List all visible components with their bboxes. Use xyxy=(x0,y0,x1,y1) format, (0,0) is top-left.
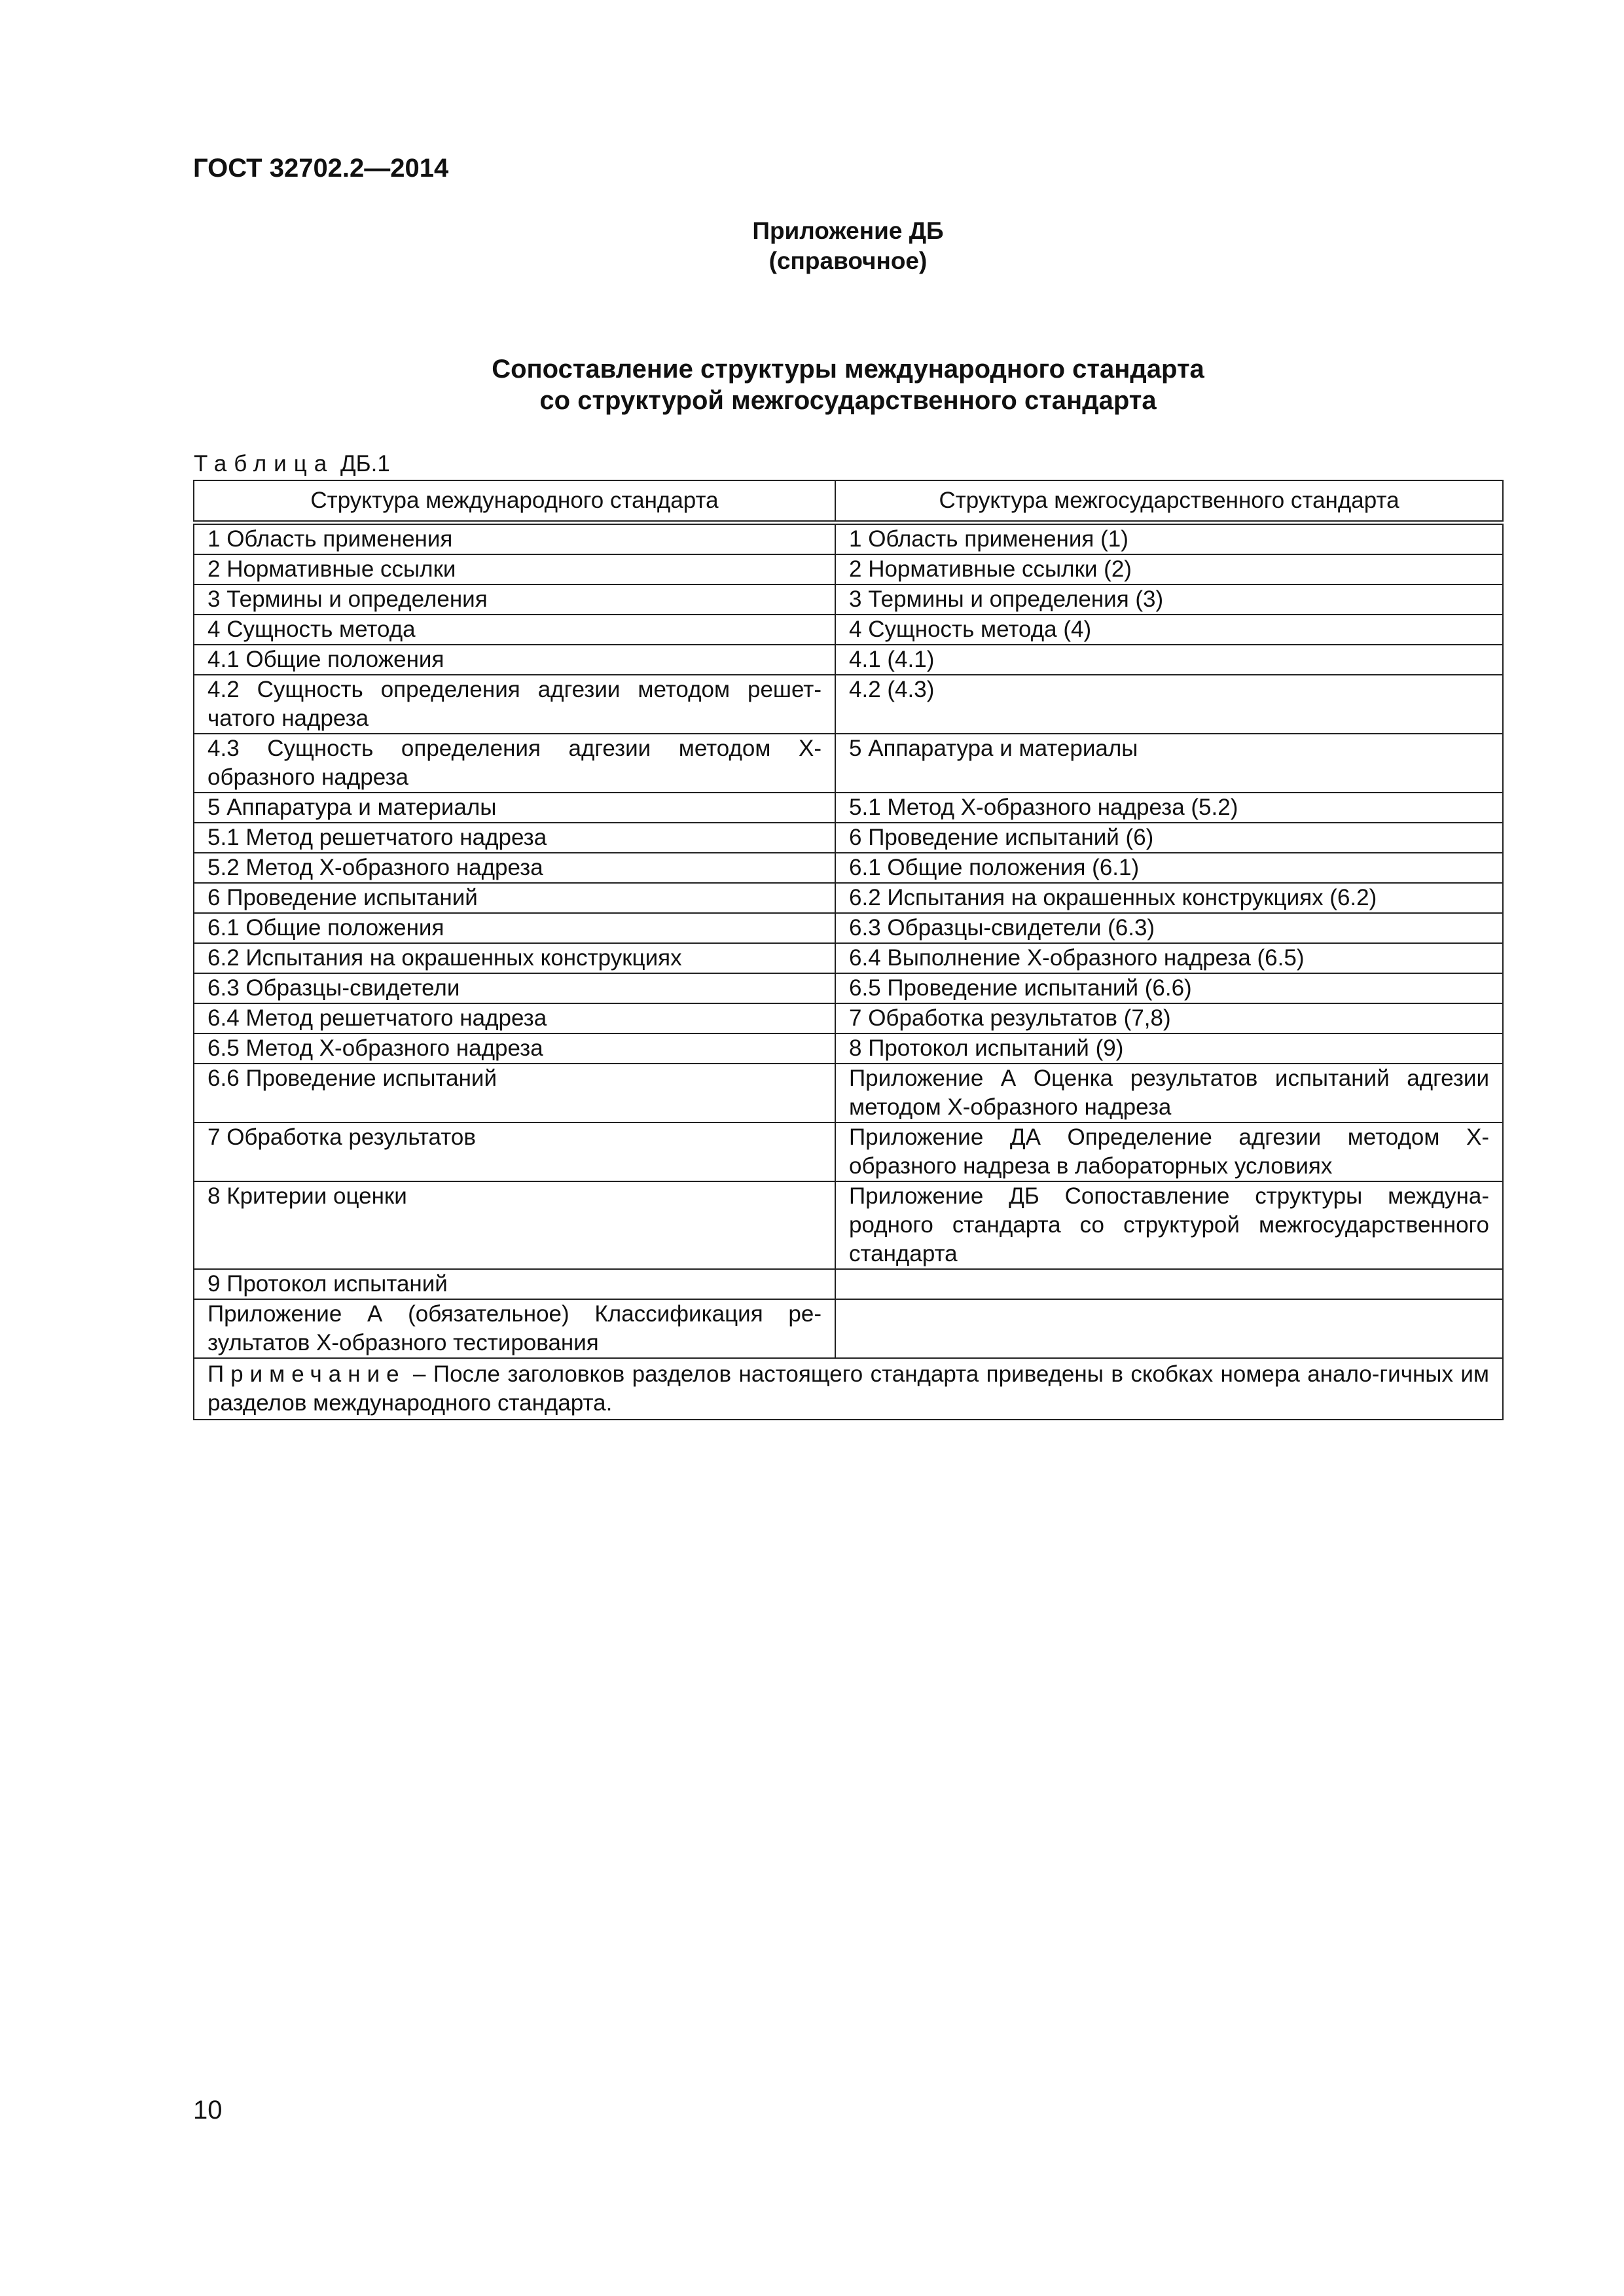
table-row xyxy=(194,1122,1503,1181)
document-code: ГОСТ 32702.2—2014 xyxy=(193,154,449,183)
interstate-section-cell: Приложение ДБ Сопоставление структуры междуна-родного стандарта со структурой межгосударственного стандарта xyxy=(835,1181,1503,1269)
international-section-cell: 8 Критерии оценки xyxy=(194,1181,835,1269)
international-section-cell: 6.5 Метод Х-образного надреза xyxy=(194,1033,835,1064)
table-row xyxy=(194,1181,1503,1269)
table-row xyxy=(194,734,1503,793)
table-row xyxy=(194,523,1503,555)
header-interstate: Структура межгосударственного стандарта xyxy=(835,480,1503,523)
table-row xyxy=(194,973,1503,1003)
interstate-section-cell: 6.2 Испытания на окрашенных конструкциях (6.2) xyxy=(835,883,1503,913)
table-row xyxy=(194,1033,1503,1064)
international-section-cell: 5.2 Метод Х-образного надреза xyxy=(194,853,835,883)
international-section-cell: 2 Нормативные ссылки xyxy=(194,554,835,584)
interstate-section-cell: 6.1 Общие положения (6.1) xyxy=(835,853,1503,883)
document-title xyxy=(0,353,1624,416)
international-section-cell: 6.2 Испытания на окрашенных конструкциях xyxy=(194,943,835,973)
international-section-cell: 6.6 Проведение испытаний xyxy=(194,1064,835,1122)
interstate-section-cell: 2 Нормативные ссылки (2) xyxy=(835,554,1503,584)
table-row xyxy=(194,793,1503,823)
table-row xyxy=(194,823,1503,853)
table-row xyxy=(194,853,1503,883)
international-section-cell: 5 Аппаратура и материалы xyxy=(194,793,835,823)
table-row xyxy=(194,554,1503,584)
table-row xyxy=(194,1269,1503,1299)
table-row xyxy=(194,1299,1503,1358)
international-section-cell: 6 Проведение испытаний xyxy=(194,883,835,913)
table-caption xyxy=(194,450,390,478)
interstate-section-cell: 4 Сущность метода (4) xyxy=(835,615,1503,645)
note-label: Примечание xyxy=(208,1361,406,1387)
table-row xyxy=(194,1064,1503,1122)
international-section-cell: Приложение А (обязательное) Классификация ре-зультатов Х-образного тестирования xyxy=(194,1299,835,1358)
note-text: – После заголовков разделов настоящего стандарта приведены в скобках номера анало-гичных им разделов международного стандарта. xyxy=(208,1361,1489,1416)
interstate-section-cell: 5.1 Метод Х-образного надреза (5.2) xyxy=(835,793,1503,823)
structure-comparison-table xyxy=(193,480,1504,1420)
interstate-section-cell: 4.2 (4.3) xyxy=(835,675,1503,734)
annex-status: (справочное) xyxy=(768,247,928,274)
international-section-cell: 9 Протокол испытаний xyxy=(194,1269,835,1299)
title-line-1: Сопоставление структуры международного стандарта xyxy=(492,355,1204,384)
table-row xyxy=(194,883,1503,913)
international-section-cell: 6.1 Общие положения xyxy=(194,913,835,943)
interstate-section-cell: Приложение А Оценка результатов испытаний адгезии методом Х-образного надреза xyxy=(835,1064,1503,1122)
interstate-section-cell: 6 Проведение испытаний (6) xyxy=(835,823,1503,853)
table-note xyxy=(194,1358,1503,1420)
annex-heading xyxy=(0,216,1624,276)
international-section-cell: 4.1 Общие положения xyxy=(194,645,835,675)
interstate-section-cell: 6.4 Выполнение Х-образного надреза (6.5) xyxy=(835,943,1503,973)
table-row xyxy=(194,943,1503,973)
table-header-row xyxy=(194,480,1503,523)
interstate-section-cell: 7 Обработка результатов (7,8) xyxy=(835,1003,1503,1033)
interstate-section-cell xyxy=(835,1299,1503,1358)
interstate-section-cell: 6.5 Проведение испытаний (6.6) xyxy=(835,973,1503,1003)
international-section-cell: 4.2 Сущность определения адгезии методом решет-чатого надреза xyxy=(194,675,835,734)
title-line-2: со структурой межгосударственного стандарта xyxy=(539,386,1157,415)
interstate-section-cell: Приложение ДА Определение адгезии методом Х-образного надреза в лабораторных условиях xyxy=(835,1122,1503,1181)
international-section-cell: 6.4 Метод решетчатого надреза xyxy=(194,1003,835,1033)
international-section-cell: 5.1 Метод решетчатого надреза xyxy=(194,823,835,853)
international-section-cell: 6.3 Образцы-свидетели xyxy=(194,973,835,1003)
interstate-section-cell: 5 Аппаратура и материалы xyxy=(835,734,1503,793)
table-row xyxy=(194,913,1503,943)
table-row xyxy=(194,645,1503,675)
table-row xyxy=(194,615,1503,645)
table-caption-number: ДБ.1 xyxy=(340,451,390,476)
annex-title: Приложение ДБ xyxy=(752,217,944,244)
international-section-cell: 4.3 Сущность определения адгезии методом Х-образного надреза xyxy=(194,734,835,793)
page-number: 10 xyxy=(193,2096,223,2125)
international-section-cell: 3 Термины и определения xyxy=(194,584,835,615)
table-caption-word: Таблица xyxy=(194,451,334,476)
interstate-section-cell xyxy=(835,1269,1503,1299)
interstate-section-cell: 1 Область применения (1) xyxy=(835,523,1503,555)
table-row xyxy=(194,675,1503,734)
table-note-row xyxy=(194,1358,1503,1420)
international-section-cell: 4 Сущность метода xyxy=(194,615,835,645)
interstate-section-cell: 4.1 (4.1) xyxy=(835,645,1503,675)
header-international: Структура международного стандарта xyxy=(194,480,835,523)
interstate-section-cell: 3 Термины и определения (3) xyxy=(835,584,1503,615)
international-section-cell: 1 Область применения xyxy=(194,523,835,555)
table-row xyxy=(194,584,1503,615)
international-section-cell: 7 Обработка результатов xyxy=(194,1122,835,1181)
interstate-section-cell: 8 Протокол испытаний (9) xyxy=(835,1033,1503,1064)
table-row xyxy=(194,1003,1503,1033)
interstate-section-cell: 6.3 Образцы-свидетели (6.3) xyxy=(835,913,1503,943)
